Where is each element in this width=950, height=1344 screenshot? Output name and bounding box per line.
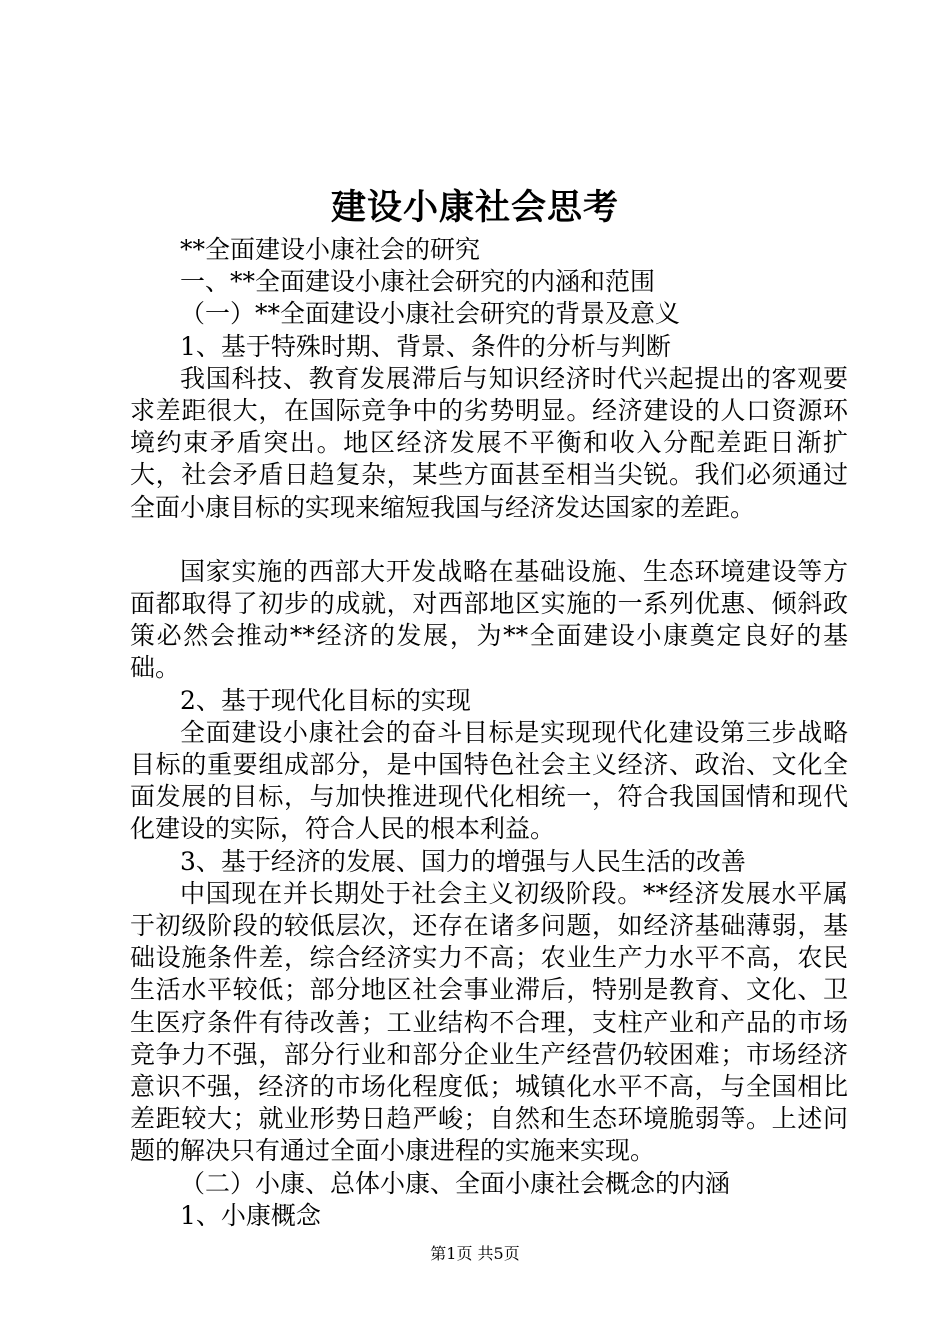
page-footer: 第1页 共5页 — [430, 1244, 520, 1263]
body-paragraph: 国家实施的西部大开发战略在基础设施、生态环境建设等方面都取得了初步的成就，对西部地区实施的一系列优惠、倾斜政策必然会推动**经济的发展，为**全面建设小康奠定良好的基础。 — [130, 556, 848, 683]
paragraph-heading: **全面建设小康社会的研究 — [180, 235, 481, 264]
section-heading: 一、**全面建设小康社会研究的内涵和范围 — [180, 267, 656, 297]
subsection-heading: （二）小康、总体小康、全面小康社会概念的内涵 — [180, 1168, 731, 1198]
point-heading: 1、基于特殊时期、背景、条件的分析与判断 — [180, 331, 671, 361]
document-body — [130, 234, 848, 1232]
document-title: 建设小康社会思考 — [330, 187, 619, 228]
body-paragraph: 我国科技、教育发展滞后与知识经济时代兴起提出的客观要求差距很大，在国际竞争中的劣势明显。经济建设的人口资源环境约束矛盾突出。地区经济发展不平衡和收入分配差距日渐扩大，社会矛盾日趋复杂，某些方面甚至相当尖锐。我们必须通过全面小康目标的实现来缩短我国与经济发达国家的差距。 — [130, 363, 848, 522]
body-paragraph: 中国现在并长期处于社会主义初级阶段。**经济发展水平属于初级阶段的较低层次，还存在诸多问题，如经济基础薄弱，基础设施条件差，综合经济实力不高；农业生产力水平不高，农民生活水平较低；部分地区社会事业滞后，特别是教育、文化、卫生医疗条件有待改善；工业结构不合理，支柱产业和产品的市场竞争力不强，部分行业和部分企业生产经营仍较困难；市场经济意识不强，经济的市场化程度低；城镇化水平不高，与全国相比差距较大；就业形势日趋严峻；自然和生态环境脆弱等。上述问题的解决只有通过全面小康进程的实施来实现。 — [130, 878, 848, 1166]
point-heading: 3、基于经济的发展、国力的增强与人民生活的改善 — [180, 846, 746, 876]
body-paragraph: 全面建设小康社会的奋斗目标是实现现代化建设第三步战略目标的重要组成部分，是中国特色社会主义经济、政治、文化全面发展的目标，与加快推进现代化相统一，符合我国国情和现代化建设的实际，符合人民的根本利益。 — [130, 717, 848, 844]
subsection-heading: （一）**全面建设小康社会研究的背景及意义 — [180, 299, 681, 329]
point-heading: 2、基于现代化目标的实现 — [180, 685, 471, 715]
point-heading: 1、小康概念 — [180, 1200, 321, 1230]
